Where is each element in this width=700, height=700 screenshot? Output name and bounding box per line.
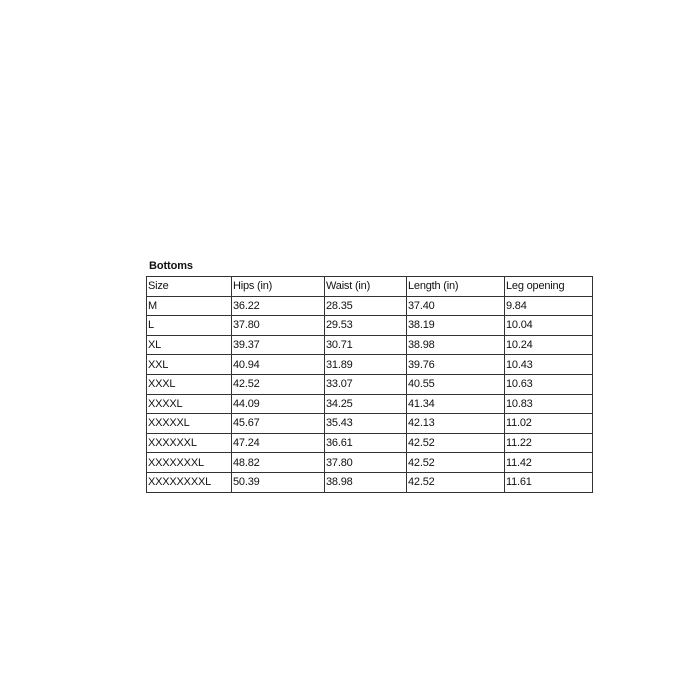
table-title: Bottoms [149,260,193,272]
cell-size: L [147,316,232,336]
cell-leg-opening: 11.22 [505,433,593,453]
table-row [147,335,593,355]
cell-leg-opening: 10.24 [505,335,593,355]
cell-size: XXXXL [147,394,232,414]
cell-hips: 47.24 [232,433,325,453]
header-hips: Hips (in) [232,277,325,297]
cell-leg-opening: 11.61 [505,472,593,492]
cell-length: 40.55 [407,374,505,394]
cell-waist: 34.25 [325,394,407,414]
cell-leg-opening: 10.83 [505,394,593,414]
cell-length: 41.34 [407,394,505,414]
cell-waist: 37.80 [325,453,407,473]
cell-length: 42.13 [407,414,505,434]
table-row [147,316,593,336]
cell-hips: 50.39 [232,472,325,492]
table-row [147,472,593,492]
cell-size: XXL [147,355,232,375]
cell-waist: 33.07 [325,374,407,394]
cell-waist: 31.89 [325,355,407,375]
table-row [147,355,593,375]
cell-hips: 39.37 [232,335,325,355]
cell-waist: 38.98 [325,472,407,492]
cell-leg-opening: 11.02 [505,414,593,434]
cell-hips: 42.52 [232,374,325,394]
cell-hips: 45.67 [232,414,325,434]
cell-length: 39.76 [407,355,505,375]
cell-length: 42.52 [407,472,505,492]
header-leg-opening: Leg opening [505,277,593,297]
cell-length: 38.98 [407,335,505,355]
table-row [147,414,593,434]
table-row [147,374,593,394]
cell-size: XL [147,335,232,355]
table-row [147,433,593,453]
cell-leg-opening: 11.42 [505,453,593,473]
cell-hips: 40.94 [232,355,325,375]
table-header-row [147,277,593,297]
cell-waist: 29.53 [325,316,407,336]
header-waist: Waist (in) [325,277,407,297]
cell-size: XXXXXXL [147,433,232,453]
cell-size: XXXXXL [147,414,232,434]
cell-length: 42.52 [407,453,505,473]
size-chart-table [146,276,593,493]
cell-hips: 48.82 [232,453,325,473]
cell-waist: 28.35 [325,296,407,316]
cell-hips: 37.80 [232,316,325,336]
cell-length: 42.52 [407,433,505,453]
cell-hips: 44.09 [232,394,325,414]
header-length: Length (in) [407,277,505,297]
cell-leg-opening: 10.63 [505,374,593,394]
table-row [147,296,593,316]
cell-leg-opening: 10.43 [505,355,593,375]
cell-hips: 36.22 [232,296,325,316]
header-size: Size [147,277,232,297]
cell-size: M [147,296,232,316]
table-row [147,453,593,473]
cell-waist: 36.61 [325,433,407,453]
cell-length: 38.19 [407,316,505,336]
cell-size: XXXL [147,374,232,394]
cell-size: XXXXXXXL [147,453,232,473]
cell-waist: 30.71 [325,335,407,355]
cell-leg-opening: 9.84 [505,296,593,316]
cell-length: 37.40 [407,296,505,316]
cell-leg-opening: 10.04 [505,316,593,336]
cell-waist: 35.43 [325,414,407,434]
table-row [147,394,593,414]
cell-size: XXXXXXXXL [147,472,232,492]
